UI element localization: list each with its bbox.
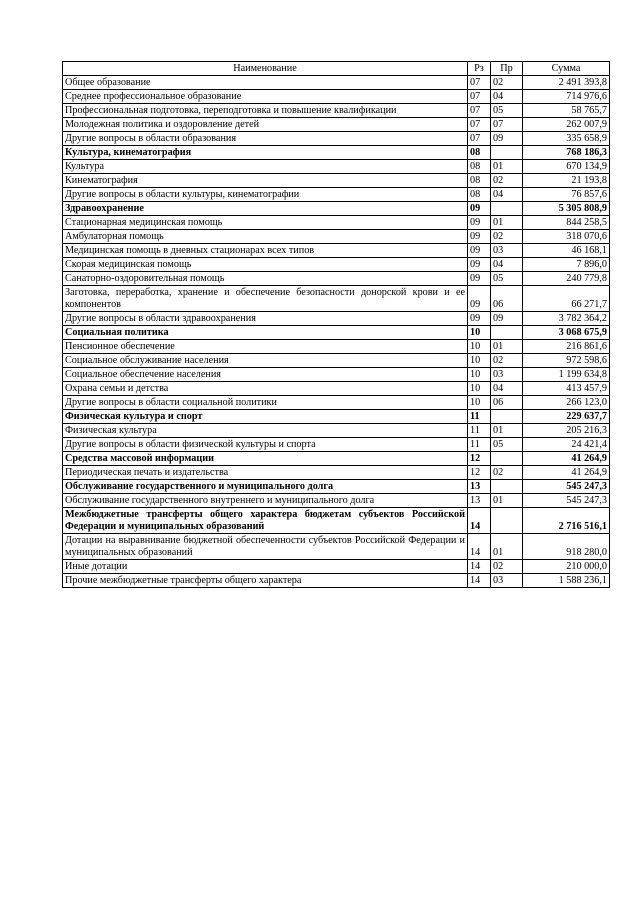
row-subsection-code <box>491 480 523 494</box>
row-subsection-code: 06 <box>491 396 523 410</box>
row-name: Другие вопросы в области здравоохранения <box>63 312 468 326</box>
header-rz: Рз <box>468 62 491 76</box>
table-row <box>63 188 610 202</box>
row-subsection-code: 02 <box>491 174 523 188</box>
row-amount: 413 457,9 <box>523 382 610 396</box>
row-subsection-code: 06 <box>491 286 523 312</box>
table-row <box>63 104 610 118</box>
row-name: Обслуживание государственного и муниципального долга <box>63 480 468 494</box>
row-name: Социальная политика <box>63 326 468 340</box>
row-section-code: 14 <box>468 508 491 534</box>
row-section-code: 10 <box>468 326 491 340</box>
table-row <box>63 410 610 424</box>
row-subsection-code <box>491 326 523 340</box>
row-subsection-code: 01 <box>491 424 523 438</box>
row-name: Медицинская помощь в дневных стационарах всех типов <box>63 244 468 258</box>
row-amount: 262 007,9 <box>523 118 610 132</box>
row-name: Культура <box>63 160 468 174</box>
table-row <box>63 312 610 326</box>
row-name: Другие вопросы в области физической культуры и спорта <box>63 438 468 452</box>
row-section-code: 10 <box>468 354 491 368</box>
row-section-code: 09 <box>468 272 491 286</box>
row-name: Иные дотации <box>63 560 468 574</box>
row-name: Физическая культура <box>63 424 468 438</box>
row-section-code: 07 <box>468 132 491 146</box>
budget-table <box>62 61 610 588</box>
header-name: Наименование <box>63 62 468 76</box>
row-name: Другие вопросы в области культуры, кинематографии <box>63 188 468 202</box>
row-name: Пенсионное обеспечение <box>63 340 468 354</box>
row-section-code: 09 <box>468 312 491 326</box>
header-pr: Пр <box>491 62 523 76</box>
header-sum: Сумма <box>523 62 610 76</box>
row-subsection-code <box>491 202 523 216</box>
table-row <box>63 508 610 534</box>
table-row <box>63 382 610 396</box>
row-name: Другие вопросы в области социальной политики <box>63 396 468 410</box>
row-name: Межбюджетные трансферты общего характера бюджетам субъектов Российской Федерации и муниципальных образований <box>63 508 468 534</box>
row-amount: 205 216,3 <box>523 424 610 438</box>
table-row <box>63 534 610 560</box>
row-name: Социальное обеспечение населения <box>63 368 468 382</box>
table-row <box>63 560 610 574</box>
row-amount: 66 271,7 <box>523 286 610 312</box>
row-name: Скорая медицинская помощь <box>63 258 468 272</box>
row-amount: 266 123,0 <box>523 396 610 410</box>
row-name: Кинематография <box>63 174 468 188</box>
row-subsection-code <box>491 508 523 534</box>
row-subsection-code: 03 <box>491 368 523 382</box>
row-name: Физическая культура и спорт <box>63 410 468 424</box>
row-amount: 545 247,3 <box>523 494 610 508</box>
row-section-code: 07 <box>468 118 491 132</box>
row-section-code: 08 <box>468 188 491 202</box>
row-name: Охрана семьи и детства <box>63 382 468 396</box>
row-subsection-code: 05 <box>491 438 523 452</box>
table-row <box>63 340 610 354</box>
row-name: Периодическая печать и издательства <box>63 466 468 480</box>
row-section-code: 12 <box>468 466 491 480</box>
row-name: Культура, кинематография <box>63 146 468 160</box>
table-row <box>63 174 610 188</box>
table-row <box>63 146 610 160</box>
row-amount: 229 637,7 <box>523 410 610 424</box>
table-row <box>63 480 610 494</box>
row-name: Среднее профессиональное образование <box>63 90 468 104</box>
row-subsection-code: 09 <box>491 312 523 326</box>
row-subsection-code <box>491 410 523 424</box>
row-section-code: 10 <box>468 340 491 354</box>
table-row <box>63 452 610 466</box>
row-name: Обслуживание государственного внутреннего и муниципального долга <box>63 494 468 508</box>
row-amount: 844 258,5 <box>523 216 610 230</box>
row-name: Санаторно-оздоровительная помощь <box>63 272 468 286</box>
row-section-code: 09 <box>468 202 491 216</box>
row-amount: 216 861,6 <box>523 340 610 354</box>
row-subsection-code: 05 <box>491 272 523 286</box>
row-section-code: 10 <box>468 382 491 396</box>
row-section-code: 12 <box>468 452 491 466</box>
row-section-code: 14 <box>468 574 491 588</box>
row-section-code: 11 <box>468 410 491 424</box>
row-name: Дотации на выравнивание бюджетной обеспеченности субъектов Российской Федерации и муниципальных образований <box>63 534 468 560</box>
row-amount: 318 070,6 <box>523 230 610 244</box>
row-subsection-code <box>491 452 523 466</box>
table-row <box>63 396 610 410</box>
row-subsection-code: 05 <box>491 104 523 118</box>
row-subsection-code: 02 <box>491 354 523 368</box>
row-name: Амбулаторная помощь <box>63 230 468 244</box>
row-section-code: 14 <box>468 534 491 560</box>
row-amount: 2 491 393,8 <box>523 76 610 90</box>
row-subsection-code: 01 <box>491 340 523 354</box>
row-subsection-code: 03 <box>491 244 523 258</box>
row-section-code: 09 <box>468 286 491 312</box>
table-row <box>63 466 610 480</box>
table-row <box>63 230 610 244</box>
row-amount: 7 896,0 <box>523 258 610 272</box>
row-subsection-code: 04 <box>491 90 523 104</box>
table-row <box>63 118 610 132</box>
row-name: Здравоохранение <box>63 202 468 216</box>
row-section-code: 07 <box>468 76 491 90</box>
row-amount: 240 779,8 <box>523 272 610 286</box>
table-row <box>63 258 610 272</box>
row-section-code: 13 <box>468 480 491 494</box>
row-section-code: 09 <box>468 258 491 272</box>
row-name: Заготовка, переработка, хранение и обеспечение безопасности донорской крови и ее компонентов <box>63 286 468 312</box>
row-name: Прочие межбюджетные трансферты общего характера <box>63 574 468 588</box>
row-section-code: 08 <box>468 146 491 160</box>
row-section-code: 14 <box>468 560 491 574</box>
row-amount: 24 421,4 <box>523 438 610 452</box>
table-row <box>63 272 610 286</box>
row-amount: 210 000,0 <box>523 560 610 574</box>
row-subsection-code: 02 <box>491 76 523 90</box>
row-amount: 3 068 675,9 <box>523 326 610 340</box>
table-row <box>63 160 610 174</box>
table-row <box>63 326 610 340</box>
row-name: Стационарная медицинская помощь <box>63 216 468 230</box>
row-subsection-code: 02 <box>491 560 523 574</box>
table-row <box>63 494 610 508</box>
row-amount: 670 134,9 <box>523 160 610 174</box>
table-row <box>63 574 610 588</box>
row-amount: 41 264,9 <box>523 466 610 480</box>
row-subsection-code: 01 <box>491 534 523 560</box>
row-subsection-code: 09 <box>491 132 523 146</box>
table-row <box>63 244 610 258</box>
row-section-code: 09 <box>468 230 491 244</box>
table-row <box>63 76 610 90</box>
row-amount: 1 199 634,8 <box>523 368 610 382</box>
row-subsection-code: 07 <box>491 118 523 132</box>
row-section-code: 11 <box>468 438 491 452</box>
table-body <box>63 76 610 588</box>
table-row <box>63 202 610 216</box>
row-amount: 5 305 808,9 <box>523 202 610 216</box>
row-subsection-code: 03 <box>491 574 523 588</box>
row-amount: 972 598,6 <box>523 354 610 368</box>
row-section-code: 13 <box>468 494 491 508</box>
table-row <box>63 368 610 382</box>
row-subsection-code <box>491 146 523 160</box>
row-amount: 545 247,3 <box>523 480 610 494</box>
table-row <box>63 424 610 438</box>
table-header-row <box>63 62 610 76</box>
row-subsection-code: 04 <box>491 382 523 396</box>
table-row <box>63 354 610 368</box>
row-section-code: 10 <box>468 396 491 410</box>
row-section-code: 08 <box>468 174 491 188</box>
row-amount: 1 588 236,1 <box>523 574 610 588</box>
row-name: Другие вопросы в области образования <box>63 132 468 146</box>
row-section-code: 11 <box>468 424 491 438</box>
row-name: Средства массовой информации <box>63 452 468 466</box>
row-subsection-code: 04 <box>491 258 523 272</box>
table-row <box>63 286 610 312</box>
row-section-code: 07 <box>468 104 491 118</box>
row-amount: 58 765,7 <box>523 104 610 118</box>
row-section-code: 09 <box>468 244 491 258</box>
row-amount: 714 976,6 <box>523 90 610 104</box>
row-section-code: 10 <box>468 368 491 382</box>
row-name: Профессиональная подготовка, переподготовка и повышение квалификации <box>63 104 468 118</box>
row-subsection-code: 01 <box>491 216 523 230</box>
row-amount: 335 658,9 <box>523 132 610 146</box>
row-amount: 41 264,9 <box>523 452 610 466</box>
row-name: Молодежная политика и оздоровление детей <box>63 118 468 132</box>
row-amount: 768 186,3 <box>523 146 610 160</box>
row-name: Социальное обслуживание населения <box>63 354 468 368</box>
row-section-code: 08 <box>468 160 491 174</box>
row-subsection-code: 02 <box>491 230 523 244</box>
row-amount: 918 280,0 <box>523 534 610 560</box>
row-subsection-code: 02 <box>491 466 523 480</box>
row-subsection-code: 01 <box>491 160 523 174</box>
row-subsection-code: 04 <box>491 188 523 202</box>
row-section-code: 07 <box>468 90 491 104</box>
row-amount: 3 782 364,2 <box>523 312 610 326</box>
row-name: Общее образование <box>63 76 468 90</box>
row-amount: 46 168,1 <box>523 244 610 258</box>
row-amount: 76 857,6 <box>523 188 610 202</box>
row-subsection-code: 01 <box>491 494 523 508</box>
table-row <box>63 216 610 230</box>
row-amount: 2 716 516,1 <box>523 508 610 534</box>
table-row <box>63 132 610 146</box>
row-amount: 21 193,8 <box>523 174 610 188</box>
row-section-code: 09 <box>468 216 491 230</box>
table-row <box>63 90 610 104</box>
table-row <box>63 438 610 452</box>
